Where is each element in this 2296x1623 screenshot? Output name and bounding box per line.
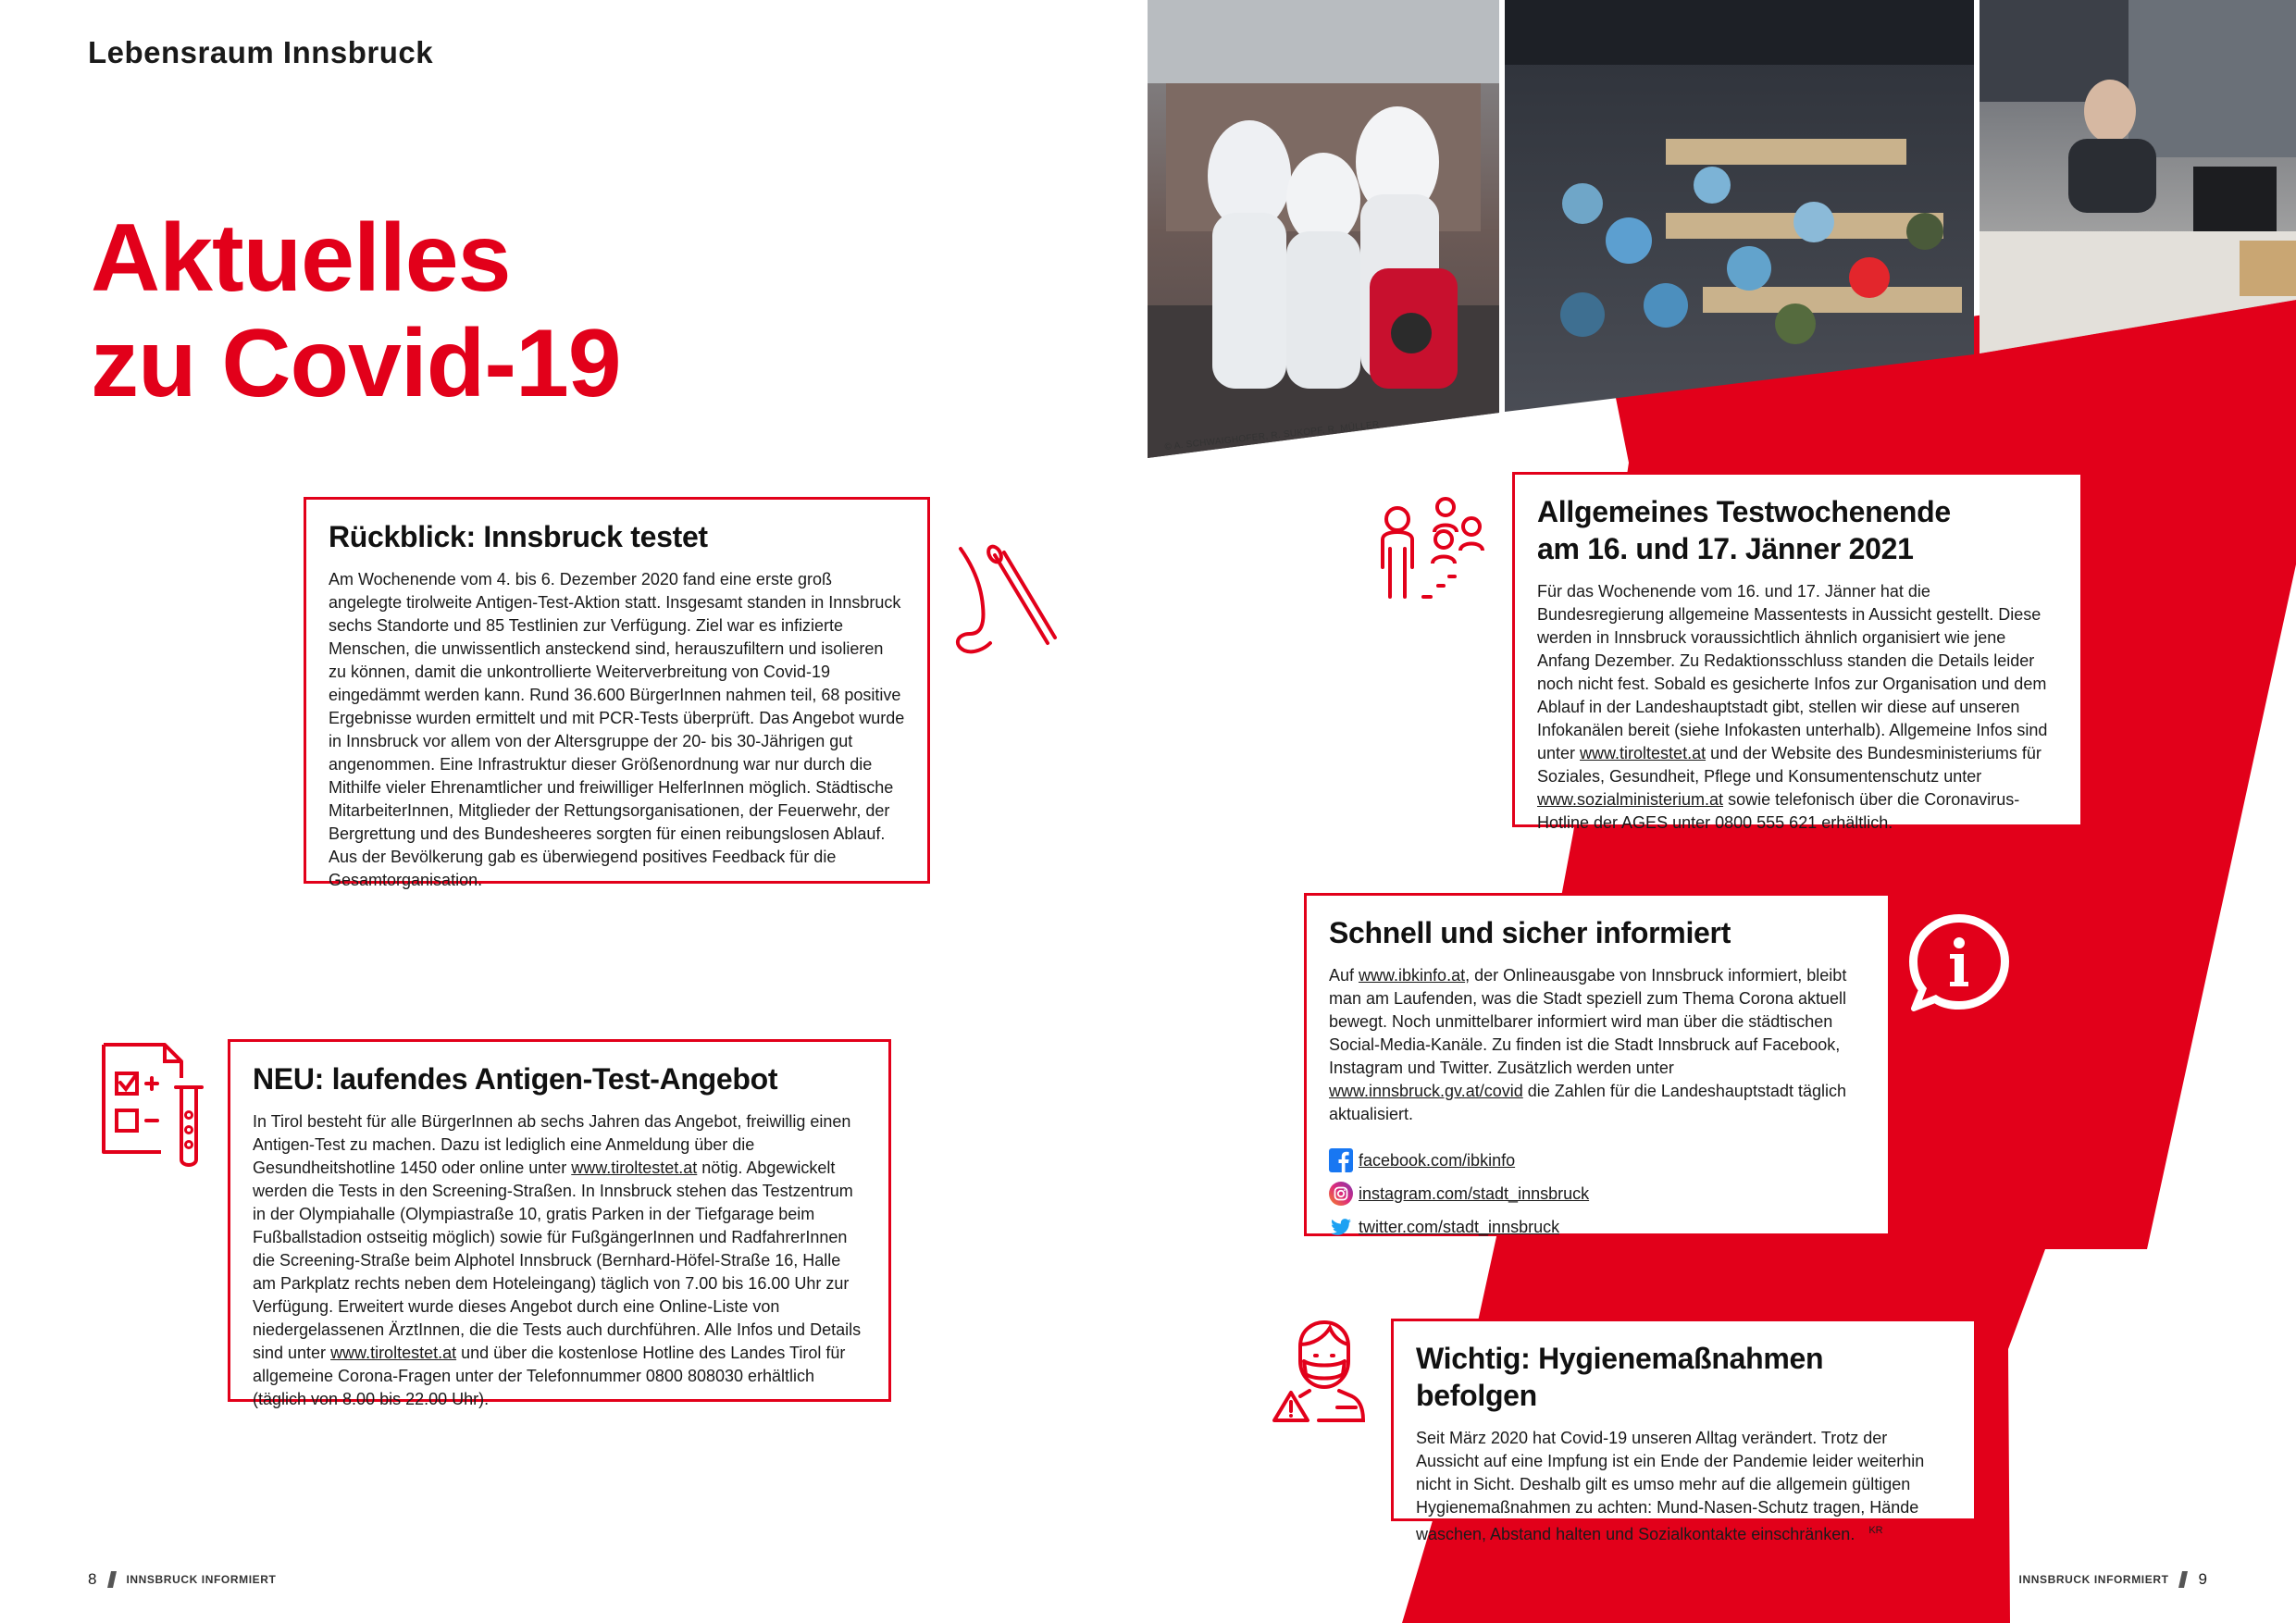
sozialministerium-link[interactable]: www.sozialministerium.at — [1537, 790, 1724, 809]
social-row-instagram — [1329, 1182, 1866, 1206]
twitter-link[interactable]: twitter.com/stadt_innsbruck — [1359, 1218, 1560, 1236]
hygiene-box — [1391, 1319, 1977, 1543]
instagram-icon — [1329, 1182, 1353, 1206]
testwochenende-title-line-2: am 16. und 17. Jänner 2021 — [1537, 532, 1914, 565]
footer-right — [2019, 1570, 2207, 1589]
footer-left — [88, 1570, 276, 1589]
photo-testing-hall — [1505, 0, 1974, 416]
photo-registration-desk — [1980, 0, 2296, 370]
tiroltestet-link[interactable]: www.tiroltestet.at — [571, 1158, 698, 1177]
tiroltestet-link[interactable]: www.tiroltestet.at — [330, 1344, 457, 1362]
testwochenende-body — [1537, 580, 2058, 835]
neu-body — [253, 1110, 866, 1411]
facebook-link[interactable]: facebook.com/ibkinfo — [1359, 1151, 1516, 1170]
testwochenende-box — [1512, 472, 2083, 832]
page-title-line-1: Aktuelles — [91, 204, 511, 312]
rueckblick-box — [304, 497, 930, 889]
schnell-body-text: die Zahlen für die Landeshauptstadt täglich aktualisiert. — [1329, 1082, 1847, 1123]
hygiene-body-text: Seit März 2020 hat Covid-19 unseren Alltag verändert. Trotz der Aussicht auf eine Impfung ist ein Ende der Pandemie leider weiterhin nicht in Sicht. Deshalb gilt es umso mehr auf die allgemein gültigen Hygienemaßnahmen zu achten: Mund-Nasen-Schutz tragen, Hände waschen, Abstand halten und Sozialkontakte einschränken. — [1416, 1429, 1925, 1543]
neu-test-angebot-box — [228, 1039, 891, 1408]
testwochenende-title — [1537, 493, 2058, 567]
page-number-left: 8 — [88, 1570, 97, 1588]
masked-person-warning-icon — [1272, 1319, 1370, 1425]
section-label: Lebensraum Innsbruck — [88, 35, 434, 69]
facebook-icon — [1329, 1148, 1353, 1172]
social-links — [1329, 1148, 1866, 1239]
slash-mark-icon — [2178, 1571, 2188, 1588]
footer-publication-left: INNSBRUCK INFORMIERT — [126, 1573, 277, 1586]
testwochenende-body-text: und der Website des Bundesministeriums für Soziales, Gesundheit, Pflege und Konsumentenschutz unter — [1537, 744, 2042, 786]
neu-body-text: In Tirol besteht für alle BürgerInnen ab sechs Jahren das Angebot, freiwillig einen Antigen-Test zu machen. Dazu ist lediglich eine Anmeldung über die Gesundheitshotline 1450 oder online unter — [253, 1112, 851, 1177]
footer-publication-right: INNSBRUCK INFORMIERT — [2018, 1573, 2169, 1586]
people-group-icon — [1370, 493, 1490, 604]
schnell-informiert-box — [1304, 893, 1891, 1236]
neu-body-text: nötig. Abgewickelt werden die Tests in den Screening-Straßen. In Innsbruck stehen das Testzentrum in der Olympiahalle (Olympiastraße 10, gratis Parken in der Tiefgarage beim Fußballstadion ostseitig möglich) sowie für FußgängerInnen und RadfahrerInnen die Screening-Straße beim Alphotel Innsbruck (Bernhard-Höfel-Straße 16, Halle am Parkplatz rechts neben dem Hoteleingang) täglich von 7.00 bis 16.00 Uhr zur Verfügung. Erweitert wurde dieses Angebot durch eine Online-Liste von niedergelassenen ÄrztInnen, die die Tests auch durchführen. Alle Infos und Details sind unter — [253, 1158, 862, 1362]
nose-swab-icon — [944, 541, 1060, 662]
schnell-body-text: Auf — [1329, 966, 1359, 985]
checklist-test-tube-icon — [100, 1041, 206, 1171]
info-bubble-icon — [1906, 911, 2013, 1018]
rueckblick-title: Rückblick: Innsbruck testet — [329, 520, 708, 553]
rueckblick-body: Am Wochenende vom 4. bis 6. Dezember 2020 fand eine erste groß angelegte tirolweite Antigen-Test-Aktion statt. Insgesamt standen in Innsbruck sechs Standorte und 85 Testlinien zur Verfügung. Ziel war es infizierte Menschen, die unwissentlich ansteckend sind, herauszufiltern und isolieren zu können, damit die unkontrollierte Weiterverbreitung von Covid-19 eingedämmt werden kann. Rund 36.600 BürgerInnen nahmen teil, 68 positive Ergebnisse wurden ermittelt und mit PCR-Tests überprüft. Das Angebot wurde in Innsbruck vor allem von der Altersgruppe der 20- bis 30-Jährigen gut angenommen. Eine Infrastruktur dieser Größenordnung war nur durch die Mithilfe vieler Ehrenamtlicher und freiwilliger HelferInnen möglich. Städtische MitarbeiterInnen, Mitglieder der Rettungsorganisationen, der Feuerwehr, der Bergrettung und des Bundesheeres sorgten für einen reibungslosen Ablauf. Aus der Bevölkerung gab es überwiegend positives Feedback für die Gesamtorganisation. — [329, 570, 905, 889]
innsbruck-covid-link[interactable]: www.innsbruck.gv.at/covid — [1329, 1082, 1523, 1100]
testwochenende-body-text: Für das Wochenende vom 16. und 17. Jänner hat die Bundesregierung allgemeine Massentests in Aussicht gestellt. Diese werden in Innsbruck voraussichtlich ähnlich organisiert wie jene Anfang Dezember. Zu Redaktionsschluss standen die Details leider noch nicht fest. Sobald es gesicherte Infos zur Organisation und dem Ablauf in der Landeshauptstadt gibt, stellen wir diese auf unseren Infokanälen bereit (siehe Infokasten unterhalb). Allgemeine Infos sind unter — [1537, 582, 2048, 762]
twitter-icon — [1329, 1215, 1353, 1239]
instagram-link[interactable]: instagram.com/stadt_innsbruck — [1359, 1184, 1590, 1203]
hygiene-title: Wichtig: Hygienemaßnahmen befolgen — [1416, 1342, 1824, 1412]
testwochenende-title-line-1: Allgemeines Testwochenende — [1537, 495, 1951, 528]
author-initials: KR — [1868, 1525, 1883, 1536]
photo-credit: © A. SCHWAIGHOFER, R. SUKOPF, R. MÜLLER — [1164, 419, 1381, 452]
schnell-title: Schnell und sicher informiert — [1329, 916, 1731, 949]
hygiene-body — [1416, 1427, 1952, 1546]
testwochenende-body-text: sowie telefonisch über die Coronavirus-Hotline der AGES unter 0800 555 621 erhältlich. — [1537, 790, 2020, 832]
slash-mark-icon — [1859, 1525, 1868, 1542]
page-title-line-2: zu Covid-19 — [91, 310, 621, 417]
page-number-right: 9 — [2198, 1570, 2207, 1588]
neu-title: NEU: laufendes Antigen-Test-Angebot — [253, 1062, 778, 1096]
photo-strip — [1148, 0, 2296, 463]
schnell-body-text: , der Onlineausgabe von Innsbruck informiert, bleibt man am Laufenden, was die Stadt speziell zum Thema Corona aktuell bewegt. Noch unmittelbarer informiert wird man über die städtischen Social-Media-Kanäle. Zu finden ist die Stadt Innsbruck auf Facebook, Instagram und Twitter. Zusätzlich werden unter — [1329, 966, 1847, 1077]
photo-team-in-protective-suits — [1148, 0, 1499, 463]
page-title — [91, 205, 621, 416]
schnell-body — [1329, 964, 1866, 1126]
social-row-twitter — [1329, 1215, 1866, 1239]
slash-mark-icon — [107, 1571, 117, 1588]
social-row-facebook — [1329, 1148, 1866, 1172]
ibkinfo-link[interactable]: www.ibkinfo.at — [1359, 966, 1466, 985]
neu-body-text: und über die kostenlose Hotline des Landes Tirol für allgemeine Corona-Fragen unter der Telefonnummer 0800 808030 erhältlich (täglich von 8.00 bis 22.00 Uhr). — [253, 1344, 846, 1408]
tiroltestet-link[interactable]: www.tiroltestet.at — [1580, 744, 1706, 762]
